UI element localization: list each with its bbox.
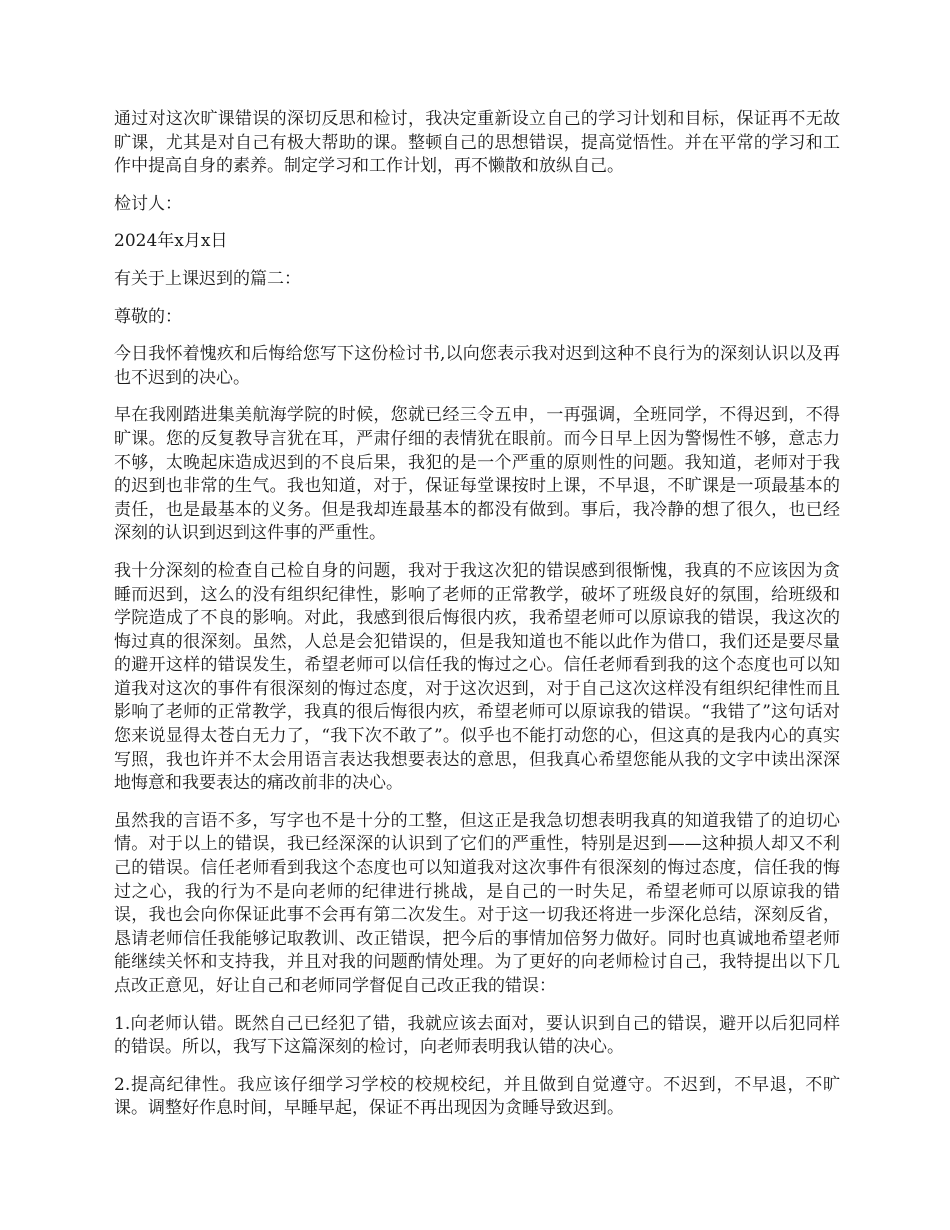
paragraph-commitment: 虽然我的言语不多，写字也不是十分的工整，但这正是我急切想表明我真的知道我错了的迫切心情。对于以上的错误，我已经深深的认识到了它们的严重性，特别是迟到——这种损人却又不利己的错误。信任老师看到我这个态度也可以知道我对这次事件有很深刻的悔过态度，信任我的悔过之心，我的行为不是向老师的纪律进行挑战，是自己的一时失足，希望老师可以原谅我的错误，我也会向你保证此事不会再有第二次发生。对于这一切我还将进一步深化总结，深刻反省，恳请老师信任我能够记取教训、改正错误，把今后的事情加倍努力做好。同时也真诚地希望老师能继续关怀和支持我，并且对我的问题酌情处理。为了更好的向老师检讨自己，我特提出以下几点改正意见，好让自己和老师同学督促自己改正我的错误： bbox=[114, 810, 840, 996]
salutation: 尊敬的： bbox=[114, 306, 182, 327]
list-item-admit-mistake: 1.向老师认错。既然自己已经犯了错，我就应该去面对，要认识到自己的错误，避开以后犯同样的错误。所以，我写下这篇深刻的检讨，向老师表明我认错的决心。 bbox=[114, 1013, 840, 1058]
paragraph-background: 早在我刚踏进集美航海学院的时候，您就已经三令五申，一再强调，全班同学，不得迟到，不得旷课。您的反复教导言犹在耳，严肃仔细的表情犹在眼前。而今日早上因为警惕性不够，意志力不够，太晚起床造成迟到的不良后果，我犯的是一个严重的原则性的问题。我知道，老师对于我的迟到也非常的生气。我也知道，对于，保证每堂课按时上课，不早退，不旷课是一项最基本的责任，也是最基本的义务。但是我却连最基本的都没有做到。事后，我冷静的想了很久，也已经深刻的认识到迟到这件事的严重性。 bbox=[114, 405, 840, 544]
signature-label: 检讨人： bbox=[114, 193, 182, 214]
document-page bbox=[114, 108, 840, 1135]
section-heading: 有关于上课迟到的篇二： bbox=[114, 268, 301, 289]
list-item-discipline: 2.提高纪律性。我应该仔细学习学校的校规校纪，并且做到自觉遵守。不迟到，不早退，不旷课。调整好作息时间，早睡早起，保证不再出现因为贪睡导致迟到。 bbox=[114, 1074, 840, 1119]
paragraph-intro: 今日我怀着愧疚和后悔给您写下这份检讨书,以向您表示我对迟到这种不良行为的深刻认识以及再也不迟到的决心。 bbox=[114, 344, 840, 388]
paragraph-self-examination: 我十分深刻的检查自己检自身的问题，我对于我这次犯的错误感到很惭愧，我真的不应该因为贪睡而迟到，这么的没有组织纪律性，影响了老师的正常教学，破坏了班级良好的氛围，给班级和学院造成了不良的影响。对此，我感到很后悔很内疚，我希望老师可以原谅我的错误，我这次的悔过真的很深刻。虽然，人总是会犯错误的，但是我知道也不能以此作为借口，我们还是要尽量的避开这样的错误发生，希望老师可以信任我的悔过之心。信任老师看到我的这个态度也可以知道我对这次的事件有很深刻的悔过态度，对于这次迟到，对于自己这次这样没有组织纪律性而且影响了老师的正常教学，我真的很后悔很内疚，希望老师可以原谅我的错误。“我错了”这句话对您来说显得太苍白无力了，“我下次不敢了”。似乎也不能打动您的心，但这真的是我内心的真实写照，我也许并不太会用语言表达我想要表达的意思，但我真心希望您能从我的文字中读出深深地悔意和我要表达的痛改前非的决心。 bbox=[114, 560, 840, 794]
paragraph-reflection-conclusion: 通过对这次旷课错误的深切反思和检讨，我决定重新设立自己的学习计划和目标，保证再不无故旷课，尤其是对自己有极大帮助的课。整顿自己的思想错误，提高觉悟性。并在平常的学习和工作中提高自身的素养。制定学习和工作计划，再不懒散和放纵自己。 bbox=[114, 109, 840, 177]
date-line: 2024年x月x日 bbox=[114, 231, 228, 252]
